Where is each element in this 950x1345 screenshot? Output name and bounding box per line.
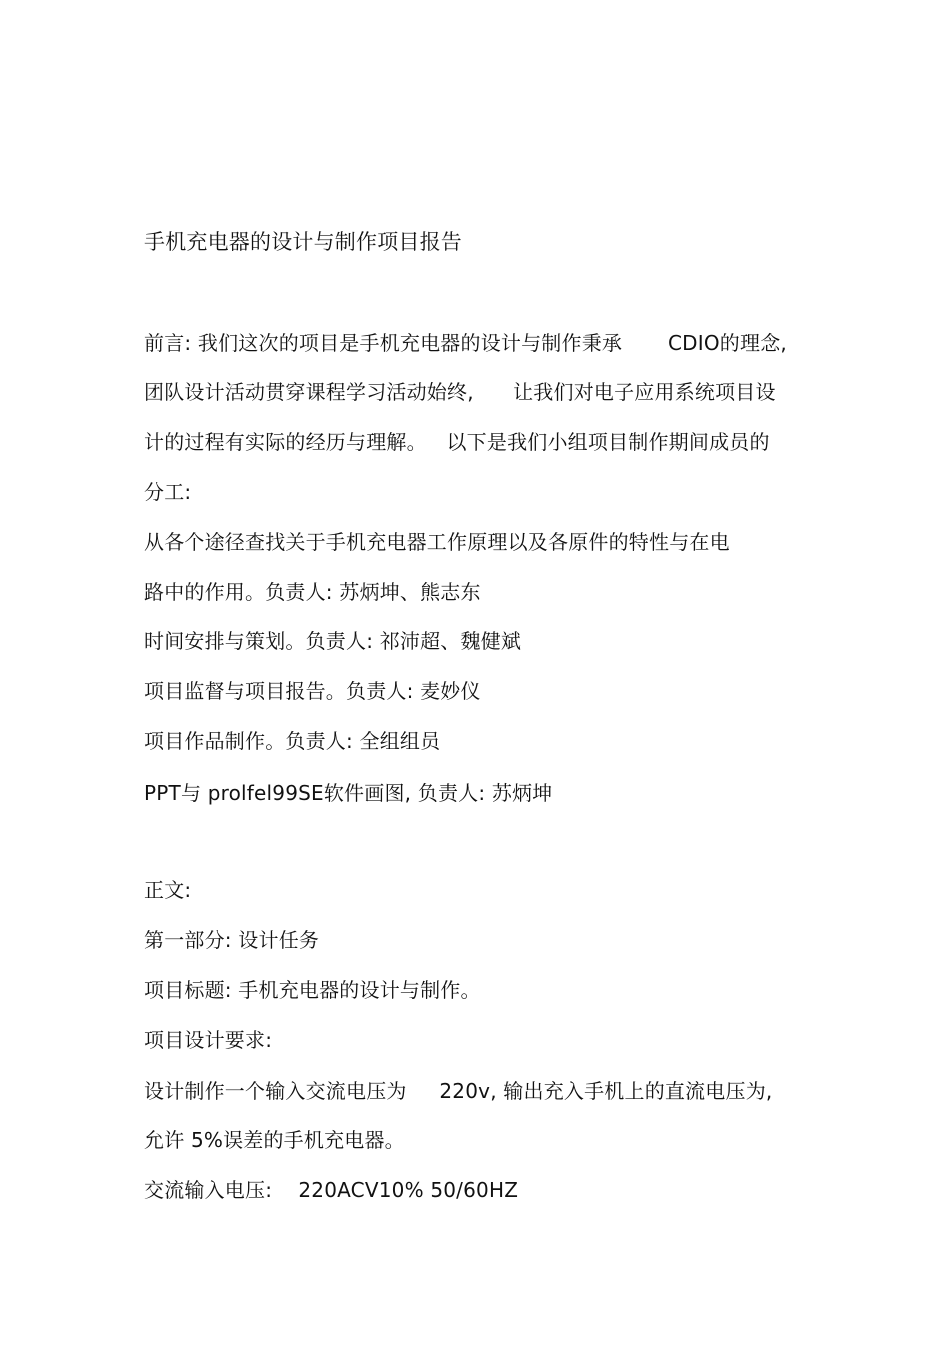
requirement-line-2: 允许 5%误差的手机充电器。	[144, 1128, 405, 1152]
preface-line-1: 前言: 我们这次的项目是手机充电器的设计与制作秉承 CDIO的理念,	[144, 331, 787, 355]
division-line-3: 时间安排与策划。负责人: 祁沛超、魏健斌	[144, 629, 522, 653]
section-heading: 第一部分: 设计任务	[144, 928, 320, 952]
division-line-4: 项目监督与项目报告。负责人: 麦妙仪	[144, 679, 481, 703]
preface-line-3: 计的过程有实际的经历与理解。 以下是我们小组项目制作期间成员的	[144, 430, 770, 454]
requirement-line-1: 设计制作一个输入交流电压为 220v, 输出充入手机上的直流电压为,	[144, 1079, 773, 1103]
body-heading: 正文:	[144, 878, 192, 902]
ac-input-voltage-line: 交流输入电压: 220ACV10% 50/60HZ	[144, 1178, 519, 1202]
document-title: 手机充电器的设计与制作项目报告	[144, 230, 462, 254]
requirements-heading: 项目设计要求:	[144, 1028, 273, 1052]
division-line-5: 项目作品制作。负责人: 全组组员	[144, 729, 441, 753]
division-line-6: PPT与 prolfel99SE软件画图, 负责人: 苏炳坤	[144, 781, 553, 805]
division-line-2: 路中的作用。负责人: 苏炳坤、熊志东	[144, 580, 481, 604]
preface-line-4: 分工:	[144, 480, 192, 504]
division-line-1: 从各个途径查找关于手机充电器工作原理以及各原件的特性与在电	[144, 530, 730, 554]
preface-line-2: 团队设计活动贯穿课程学习活动始终, 让我们对电子应用系统项目设	[144, 380, 776, 404]
project-title-line: 项目标题: 手机充电器的设计与制作。	[144, 978, 481, 1002]
